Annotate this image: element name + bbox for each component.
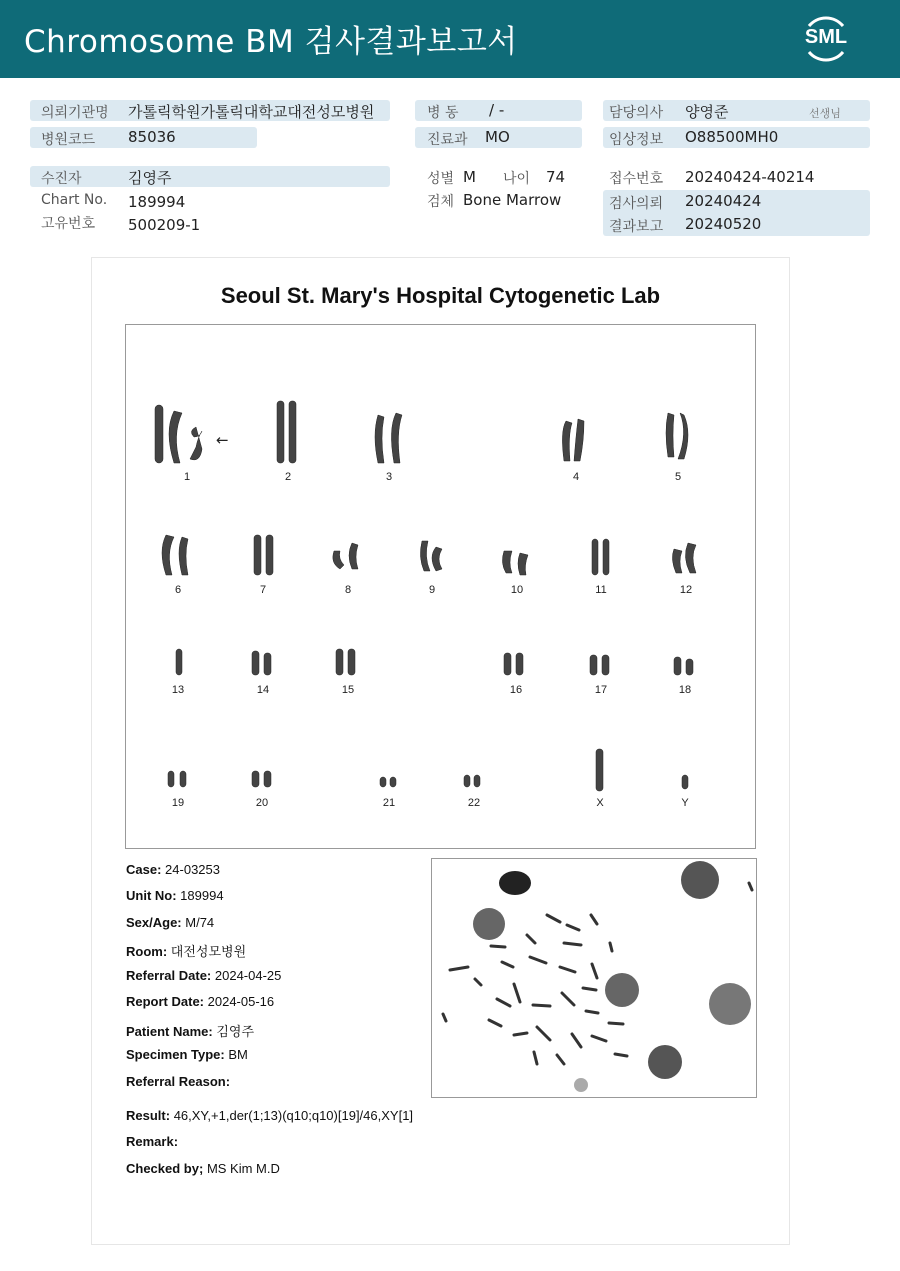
chromosome-10a — [502, 551, 512, 573]
result-date-label: 결과보고 — [609, 219, 664, 235]
chromosome-12b — [685, 543, 696, 573]
unit-no-label: Unit No: — [126, 888, 177, 903]
chromosome-7b — [266, 535, 273, 575]
logo-text: SML — [804, 26, 848, 48]
chr-label-15: 15 — [341, 684, 355, 696]
chromosome-13 — [176, 649, 182, 675]
result-value: 46,XY,+1,der(1;13)(q10;q10)[19]/46,XY[1] — [173, 1108, 414, 1123]
cell-nucleus — [709, 983, 751, 1025]
doctor-value: 양영준 — [685, 103, 729, 121]
chromosome-19b — [180, 771, 186, 787]
patient-name-label: Patient Name: — [126, 1024, 213, 1039]
sex-age-value: M/74 — [185, 915, 215, 930]
department-label: 진료과 — [427, 132, 468, 148]
remark-label: Remark: — [126, 1134, 179, 1149]
specimen-type-label: Specimen Type: — [126, 1047, 225, 1062]
referral-reason-label: Referral Reason: — [126, 1074, 231, 1089]
chromosome-15a — [336, 649, 343, 675]
cell-nucleus — [499, 871, 531, 895]
patient-label: 수진자 — [41, 171, 82, 187]
specimen-value: Bone Marrow — [463, 191, 562, 209]
age-value: 74 — [546, 168, 566, 186]
chromosome-5b — [678, 413, 688, 459]
cell-nucleus — [574, 1078, 588, 1092]
cytogenetic-report — [91, 257, 790, 1245]
cell-nucleus — [605, 973, 639, 1007]
chr-label-8: 8 — [344, 584, 352, 596]
chart-no-label: Chart No. — [41, 192, 108, 208]
patient-bar — [30, 166, 390, 187]
chr-label-1: 1 — [183, 471, 191, 483]
sex-value: M — [463, 168, 476, 186]
chromosome-3b — [391, 413, 402, 463]
ward-label: 병 동 — [427, 105, 459, 121]
chromosome-11b — [603, 539, 609, 575]
chr-label-3: 3 — [385, 471, 393, 483]
chromosome-20a — [252, 771, 259, 787]
chromosome-14a — [252, 651, 259, 675]
chromosome-8a — [333, 551, 344, 569]
room-value: 대전성모병원 — [170, 944, 247, 959]
age-label: 나이 — [503, 171, 531, 187]
report-date-value: 2024-05-16 — [207, 994, 275, 1009]
chromosome-16b — [516, 653, 523, 675]
case-value: 24-03253 — [165, 862, 220, 877]
chromosome-2b — [289, 401, 296, 463]
chromosome-2a — [277, 401, 284, 463]
chr-label-10: 10 — [510, 584, 524, 596]
chr-label-12: 12 — [679, 584, 693, 596]
sex-age-label: Sex/Age: — [126, 915, 182, 930]
specimen-label: 검체 — [427, 194, 455, 210]
institution-label: 의뢰기관명 — [41, 105, 109, 121]
remark-row — [126, 1134, 178, 1149]
cell-nucleus — [681, 861, 719, 899]
chromosome-20b — [264, 771, 271, 787]
sex-label: 성별 — [427, 171, 455, 187]
request-date-label: 검사의뢰 — [609, 196, 664, 212]
clinical-info-label: 임상정보 — [609, 132, 664, 148]
chromosome-15b — [348, 649, 355, 675]
reception-no-label: 접수번호 — [609, 171, 664, 187]
chr-label-17: 17 — [594, 684, 608, 696]
sml-logo — [799, 12, 853, 66]
chromosome-12a — [672, 549, 682, 573]
cell-nucleus — [648, 1045, 682, 1079]
chr-label-11: 11 — [595, 584, 607, 596]
chr-label-7: 7 — [259, 584, 267, 596]
chr-label-21: 21 — [382, 797, 396, 809]
doctor-label: 담당의사 — [609, 105, 664, 121]
chromosome-9b — [432, 547, 442, 571]
chr-label-19: 19 — [171, 797, 185, 809]
chromosome-7a — [254, 535, 261, 575]
institution-value: 가톨릭학원가톨릭대학교대전성모병원 — [128, 103, 375, 121]
chromosome-19a — [168, 771, 174, 787]
referral-date-label: Referral Date: — [126, 968, 212, 983]
room-label: Room: — [126, 944, 168, 959]
report-title: Seoul St. Mary's Hospital Cytogenetic Lab — [220, 283, 661, 308]
chromosome-4a — [562, 421, 572, 461]
department-value: MO — [485, 128, 510, 146]
chr-label-20: 20 — [255, 797, 269, 809]
chromosome-18b — [686, 659, 693, 675]
chromosome-3a — [375, 415, 384, 463]
chromosome-16a — [504, 653, 511, 675]
unit-no-value: 189994 — [180, 888, 224, 903]
report-header — [0, 0, 900, 78]
chromosome-1-der — [190, 427, 202, 460]
chromosome-22b — [474, 775, 480, 787]
page-title: Chromosome BM 검사결과보고서 — [24, 24, 518, 60]
chromosome-1b — [169, 411, 182, 463]
chromosome-22a — [464, 775, 470, 787]
case-label: Case: — [126, 862, 162, 877]
result-row — [126, 1108, 413, 1123]
unique-no-label: 고유번호 — [41, 216, 96, 232]
chromosome-10b — [518, 553, 528, 575]
arrow-icon: ← — [216, 431, 229, 449]
chromosome-5a — [666, 413, 674, 457]
chromosome-18a — [674, 657, 681, 675]
chromosome-8b — [349, 543, 358, 569]
patient-name-value: 김영주 — [216, 1024, 255, 1039]
hospital-code-value: 85036 — [128, 128, 176, 146]
chr-label-9: 9 — [428, 584, 436, 596]
referral-date-value: 2024-04-25 — [214, 968, 282, 983]
metaphase-spread — [432, 859, 756, 1097]
chr-label-4: 4 — [572, 471, 580, 483]
chr-label-2: 2 — [284, 471, 292, 483]
chr-label-5: 5 — [674, 471, 682, 483]
chromosome-17b — [602, 655, 609, 675]
metaphase-spread-image — [431, 858, 757, 1098]
specimen-type-value: BM — [228, 1047, 248, 1062]
chr-label-y: Y — [681, 797, 689, 809]
ward-value: / - — [489, 101, 505, 119]
chromosome-1a — [155, 405, 163, 463]
chr-label-16: 16 — [509, 684, 523, 696]
report-date-label: Report Date: — [126, 994, 205, 1009]
reception-no-value: 20240424-40214 — [685, 168, 815, 186]
chr-label-x: X — [596, 797, 604, 809]
chr-label-13: 13 — [171, 684, 185, 696]
result-date-value: 20240520 — [685, 215, 762, 233]
clinical-info-value: O88500MH0 — [685, 128, 779, 146]
chart-no-value: 189994 — [128, 193, 186, 211]
checked-by-value: MS Kim M.D — [206, 1161, 280, 1176]
unique-no-value: 500209-1 — [128, 216, 201, 234]
chromosome-4b — [574, 419, 584, 461]
chromosome-21b — [390, 777, 396, 787]
cell-nucleus — [473, 908, 505, 940]
doctor-suffix: 선생님 — [809, 107, 841, 120]
chromosome-21a — [380, 777, 386, 787]
hospital-code-label: 병원코드 — [41, 132, 96, 148]
chr-label-22: 22 — [467, 797, 481, 809]
chr-label-6: 6 — [174, 584, 182, 596]
chromosome-6a — [162, 535, 174, 575]
chromosome-17a — [590, 655, 597, 675]
result-label: Result: — [126, 1108, 171, 1123]
chr-label-18: 18 — [678, 684, 692, 696]
checked-by-label: Checked by; — [126, 1161, 204, 1176]
chromosome-6b — [179, 537, 188, 575]
chr-label-14: 14 — [256, 684, 270, 696]
checked-by-row — [126, 1161, 280, 1176]
chromosome-14b — [264, 653, 271, 675]
chromosome-x — [596, 749, 603, 791]
karyogram — [125, 324, 756, 849]
request-date-value: 20240424 — [685, 192, 762, 210]
chromosome-y — [682, 775, 688, 789]
chromosome-9a — [420, 541, 430, 571]
patient-value: 김영주 — [128, 169, 172, 187]
chromosome-11a — [592, 539, 598, 575]
